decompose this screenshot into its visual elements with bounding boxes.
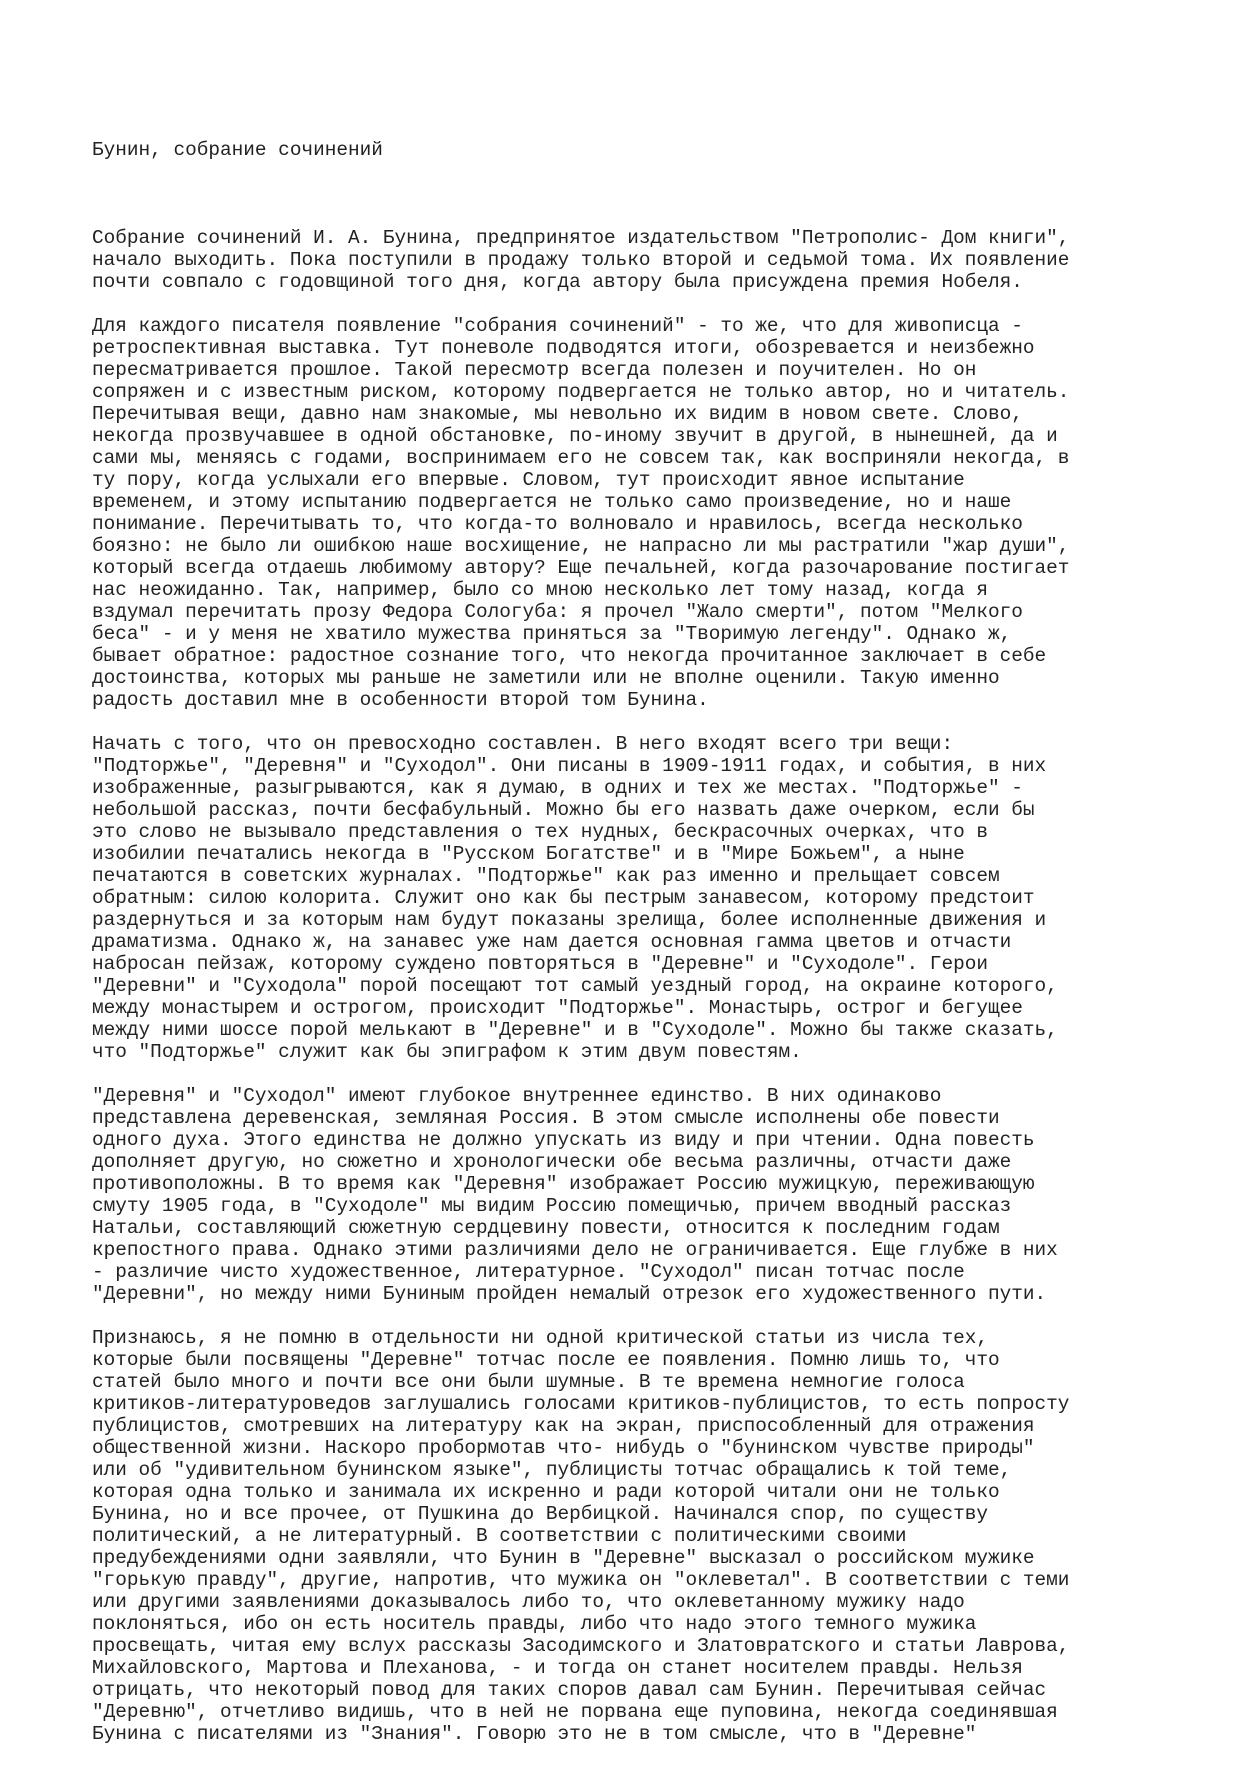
text-line: набросан пейзаж, которому суждено повторяться в "Деревне" и "Суходоле". Герои: [92, 953, 988, 975]
text-line: ретроспективная выставка. Тут поневоле подводятся итоги, обозревается и неизбежно: [92, 337, 1035, 359]
text-line: "Деревня" и "Суходол" имеют глубокое внутреннее единство. В них одинаково: [92, 1085, 942, 1107]
document-body: [92, 227, 1202, 1745]
text-line: "Деревню", отчетливо видишь, что в ней не порвана еще пуповина, некогда соединявшая: [92, 1701, 1058, 1723]
text-line: Собрание сочинений И. А. Бунина, предпринятое издательством "Петрополис- Дом книги",: [92, 227, 1070, 249]
text-line: Начать с того, что он превосходно составлен. В него входят всего три вещи:: [92, 733, 954, 755]
text-line: Перечитывая вещи, давно нам знакомые, мы невольно их видим в новом свете. Слово,: [92, 403, 1023, 425]
text-line: смуту 1905 года, в "Суходоле" мы видим Россию помещичью, причем вводный рассказ: [92, 1195, 1012, 1217]
text-line: "Деревни", но между ними Буниным пройден немалый отрезок его художественного пути.: [92, 1283, 1047, 1305]
text-line: почти совпало с годовщиной того дня, когда автору была присуждена премия Нобеля.: [92, 271, 1023, 293]
text-line: отрицать, что некоторый повод для таких споров давал сам Бунин. Перечитывая сейчас: [92, 1679, 1047, 1701]
text-line: общественной жизни. Наскоро пробормотав что- нибудь о "бунинском чувстве природы": [92, 1437, 1035, 1459]
text-line: драматизма. Однако ж, на занавес уже нам дается основная гамма цветов и отчасти: [92, 931, 1012, 953]
text-line: обратным: силою колорита. Служит оно как бы пестрым занавесом, которому предстоит: [92, 887, 1035, 909]
text-line: сопряжен и с известным риском, которому подвергается не только автор, но и читатель.: [92, 381, 1070, 403]
text-line: крепостного права. Однако этими различиями дело не ограничивается. Еще глубже в них: [92, 1239, 1058, 1261]
text-line: или другими заявлениями доказывалось либо то, что оклеветанному мужику надо: [92, 1591, 965, 1613]
text-line: "Деревни" и "Суходола" порой посещают тот самый уездный город, на окраине которого,: [92, 975, 1058, 997]
text-line: радость доставил мне в особенности второй том Бунина.: [92, 689, 709, 711]
text-line: понимание. Перечитывать то, что когда-то волновало и нравилось, всегда несколько: [92, 513, 1023, 535]
text-line: который всегда отдаешь любимому автору? Еще печальней, когда разочарование постигает: [92, 557, 1070, 579]
text-line: сами мы, меняясь с годами, воспринимаем его не совсем так, как восприняли некогда, в: [92, 447, 1070, 469]
paragraph: [92, 733, 1202, 1063]
text-line: поклоняться, ибо он есть носитель правды, либо что надо этого темного мужика: [92, 1613, 977, 1635]
document-page: [92, 95, 1202, 1789]
text-line: политический, а не литературный. В соответствии с политическими своими: [92, 1525, 907, 1547]
text-line: "Подторжье", "Деревня" и "Суходол". Они писаны в 1909-1911 годах, и события, в них: [92, 755, 1047, 777]
text-line: раздернуться и за которым нам будут показаны зрелища, более исполненные движения и: [92, 909, 1047, 931]
text-line: небольшой рассказ, почти бесфабульный. Можно бы его назвать даже очерком, если бы: [92, 799, 1035, 821]
text-line: беса" - и у меня не хватило мужества приняться за "Творимую легенду". Однако ж,: [92, 623, 1012, 645]
text-line: бывает обратное: радостное сознание того, что некогда прочитанное заключает в себе: [92, 645, 1047, 667]
text-line: некогда прозвучавшее в одной обстановке, по-иному звучит в другой, в нынешней, да и: [92, 425, 1058, 447]
text-line: достоинства, которых мы раньше не заметили или не вполне оценили. Такую именно: [92, 667, 1000, 689]
paragraph: [92, 1327, 1202, 1745]
text-line: боязно: не было ли ошибкою наше восхищение, не напрасно ли мы растратили "жар души",: [92, 535, 1070, 557]
text-line: нас неожиданно. Так, например, было со мною несколько лет тому назад, когда я: [92, 579, 988, 601]
paragraph: [92, 1085, 1202, 1305]
text-line: представлена деревенская, земляная Россия. В этом смысле исполнены обе повести: [92, 1107, 1000, 1129]
text-line: между монастырем и острогом, происходит "Подторжье". Монастырь, острог и бегущее: [92, 997, 1023, 1019]
text-line: Бунина, но и все прочее, от Пушкина до Вербицкой. Начинался спор, по существу: [92, 1503, 988, 1525]
paragraph: [92, 227, 1202, 293]
text-line: Для каждого писателя появление "собрания сочинений" - то же, что для живописца -: [92, 315, 1023, 337]
text-line: Натальи, составляющий сюжетную сердцевину повести, относится к последним годам: [92, 1217, 1000, 1239]
text-line: пересматривается прошлое. Такой пересмотр всегда полезен и поучителен. Но он: [92, 359, 977, 381]
text-line: критиков-литературоведов заглушались голосами критиков-публицистов, то есть попросту: [92, 1393, 1070, 1415]
text-line: противоположны. В то время как "Деревня" изображает Россию мужицкую, переживающую: [92, 1173, 1035, 1195]
text-line: дополняет другую, но сюжетно и хронологически обе весьма различны, отчасти даже: [92, 1151, 1012, 1173]
text-line: предубеждениями одни заявляли, что Бунин в "Деревне" высказал о российском мужике: [92, 1547, 1035, 1569]
text-line: временем, и этому испытанию подвергается не только само произведение, но и наше: [92, 491, 1012, 513]
text-line: что "Подторжье" служит как бы эпиграфом к этим двум повестям.: [92, 1041, 802, 1063]
text-line: начало выходить. Пока поступили в продажу только второй и седьмой тома. Их появление: [92, 249, 1070, 271]
text-line: Михайловского, Мартова и Плеханова, - и тогда он станет носителем правды. Нельзя: [92, 1657, 1023, 1679]
text-line: публицистов, смотревших на литературу как на экран, приспособленный для отражения: [92, 1415, 1035, 1437]
text-line: изобилии печатались некогда в "Русском Богатстве" и в "Мире Божьем", а ныне: [92, 843, 965, 865]
text-line: ту пору, когда услыхали его впервые. Словом, тут происходит явное испытание: [92, 469, 965, 491]
document-title: Бунин, собрание сочинений: [92, 139, 383, 161]
text-line: статей было много и почти все они были шумные. В те времена немногие голоса: [92, 1371, 965, 1393]
text-line: одного духа. Этого единства не должно упускать из виду и при чтении. Одна повесть: [92, 1129, 1035, 1151]
text-line: которые были посвящены "Деревне" тотчас после ее появления. Помню лишь то, что: [92, 1349, 1000, 1371]
text-line: Признаюсь, я не помню в отдельности ни одной критической статьи из числа тех,: [92, 1327, 988, 1349]
text-line: вздумал перечитать прозу Федора Сологуба: я прочел "Жало смерти", потом "Мелкого: [92, 601, 1023, 623]
text-line: между ними шоссе порой мелькают в "Деревне" и в "Суходоле". Можно бы также сказать,: [92, 1019, 1058, 1041]
text-line: просвещать, читая ему вслух рассказы Засодимского и Златовратского и статьи Лаврова,: [92, 1635, 1070, 1657]
text-line: или об "удивительном бунинском языке", публицисты тотчас обращались к той теме,: [92, 1459, 1012, 1481]
text-line: которая одна только и занимала их искренно и ради которой читали они не только: [92, 1481, 1000, 1503]
text-line: печатаются в советских журналах. "Подторжье" как раз именно и прельщает совсем: [92, 865, 1000, 887]
text-line: - различие чисто художественное, литературное. "Суходол" писан тотчас после: [92, 1261, 965, 1283]
text-line: Бунина с писателями из "Знания". Говорю это не в том смысле, что в "Деревне": [92, 1723, 977, 1745]
paragraph: [92, 315, 1202, 711]
text-line: "горькую правду", другие, напротив, что мужика он "оклеветал". В соответствии с теми: [92, 1569, 1070, 1591]
text-line: это слово не вызывало представления о тех нудных, бескрасочных очерках, что в: [92, 821, 988, 843]
text-line: изображенные, разыгрываются, как я думаю, в одних и тех же местах. "Подторжье" -: [92, 777, 1023, 799]
